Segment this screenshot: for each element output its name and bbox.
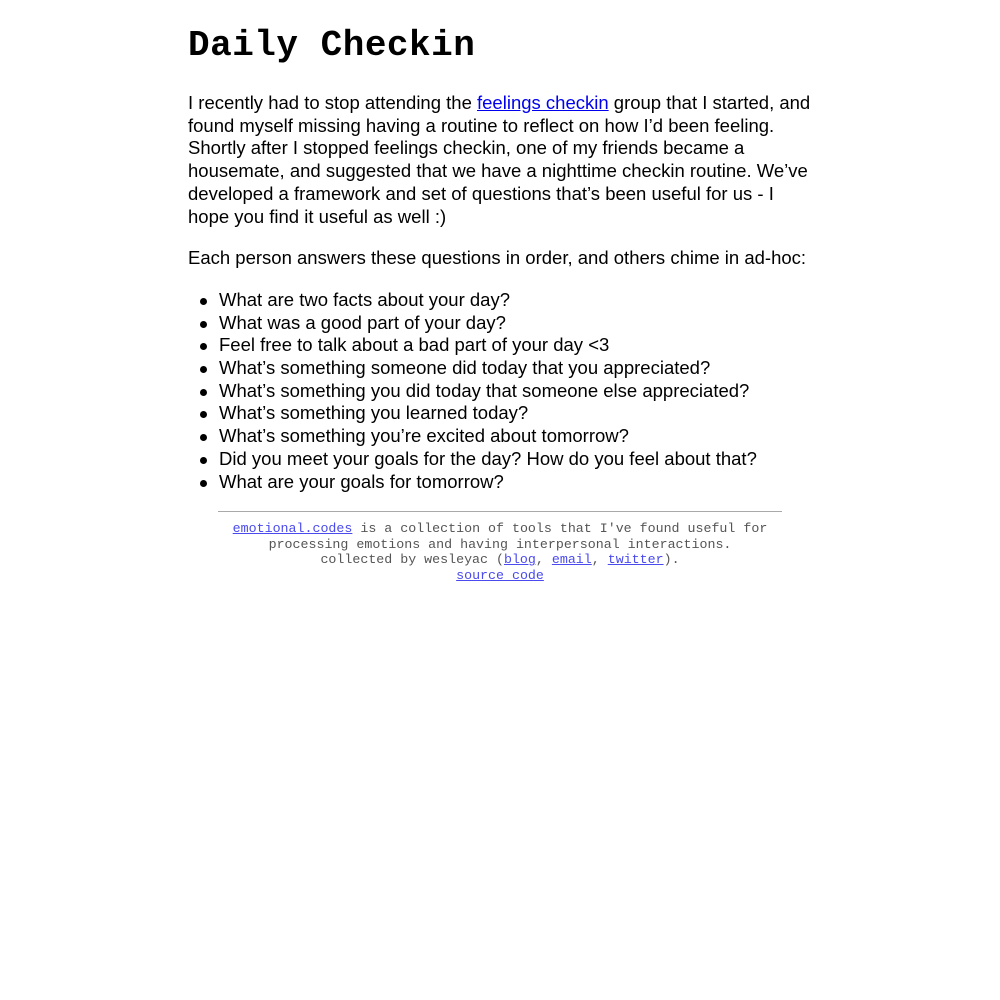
question-text: Did you meet your goals for the day? How do you feel about that? (219, 447, 757, 469)
bullet-icon (200, 366, 207, 373)
lead-paragraph: Each person answers these questions in order, and others chime in ad-hoc: (188, 247, 807, 269)
question-text: What’s something someone did today that you appreciated? (219, 357, 711, 379)
intro-text-after: group that I started, and found myself missing having a routine to reflect on how I’d been feeling. Shortly after I stopped feelings checkin, one of my friends became a housemate, and suggested that we have a nighttime checkin routine. We’ve developed a framework and set of questions that’s been useful for us - I hope you find it useful as well :) (188, 92, 811, 227)
list-item (219, 312, 818, 335)
separator-text: , (535, 552, 552, 568)
intro-text-before: I recently had to stop attending the (188, 92, 477, 113)
bullet-icon (200, 343, 207, 350)
list-item (219, 402, 818, 425)
feelings-checkin-link[interactable]: feelings checkin (477, 92, 609, 113)
question-text: Feel free to talk about a bad part of your day <3 (219, 334, 610, 356)
intro-paragraph (188, 92, 818, 228)
bullet-icon (200, 411, 207, 418)
footer-credits (218, 552, 782, 568)
list-item (219, 380, 818, 403)
blog-link[interactable]: blog (503, 552, 536, 568)
bullet-icon (200, 321, 207, 328)
twitter-link[interactable]: twitter (607, 552, 664, 568)
question-text: What’s something you’re excited about tomorrow? (219, 425, 629, 447)
question-text: What was a good part of your day? (219, 311, 506, 333)
footer-description-text: is a collection of tools that I've found useful for processing emotions and having interpersonal interactions. (268, 521, 768, 552)
site-footer (218, 511, 782, 584)
footer-description (218, 521, 782, 552)
questions-list (188, 289, 818, 493)
question-text: What are two facts about your day? (219, 288, 511, 310)
list-item (219, 471, 818, 494)
bullet-icon (200, 389, 207, 396)
emotional-codes-link[interactable]: emotional.codes (232, 521, 353, 536)
list-item (219, 448, 818, 471)
closing-text: ). (663, 552, 680, 568)
separator-text: , (591, 552, 608, 568)
email-link[interactable]: email (551, 552, 592, 568)
main-content (188, 24, 818, 493)
question-text: What’s something you learned today? (219, 402, 529, 424)
page-title: Daily Checkin (188, 25, 476, 66)
list-item (219, 357, 818, 380)
bullet-icon (200, 434, 207, 441)
bullet-icon (200, 480, 207, 487)
list-item (219, 334, 818, 357)
question-text: What’s something you did today that someone else appreciated? (219, 379, 750, 401)
bullet-icon (200, 298, 207, 305)
list-item (219, 289, 818, 312)
collected-by-text: collected by wesleyac ( (320, 552, 504, 568)
footer-source (218, 568, 782, 584)
question-text: What are your goals for tomorrow? (219, 470, 504, 492)
bullet-icon (200, 457, 207, 464)
list-item (219, 425, 818, 448)
source-code-link[interactable]: source code (456, 568, 544, 584)
